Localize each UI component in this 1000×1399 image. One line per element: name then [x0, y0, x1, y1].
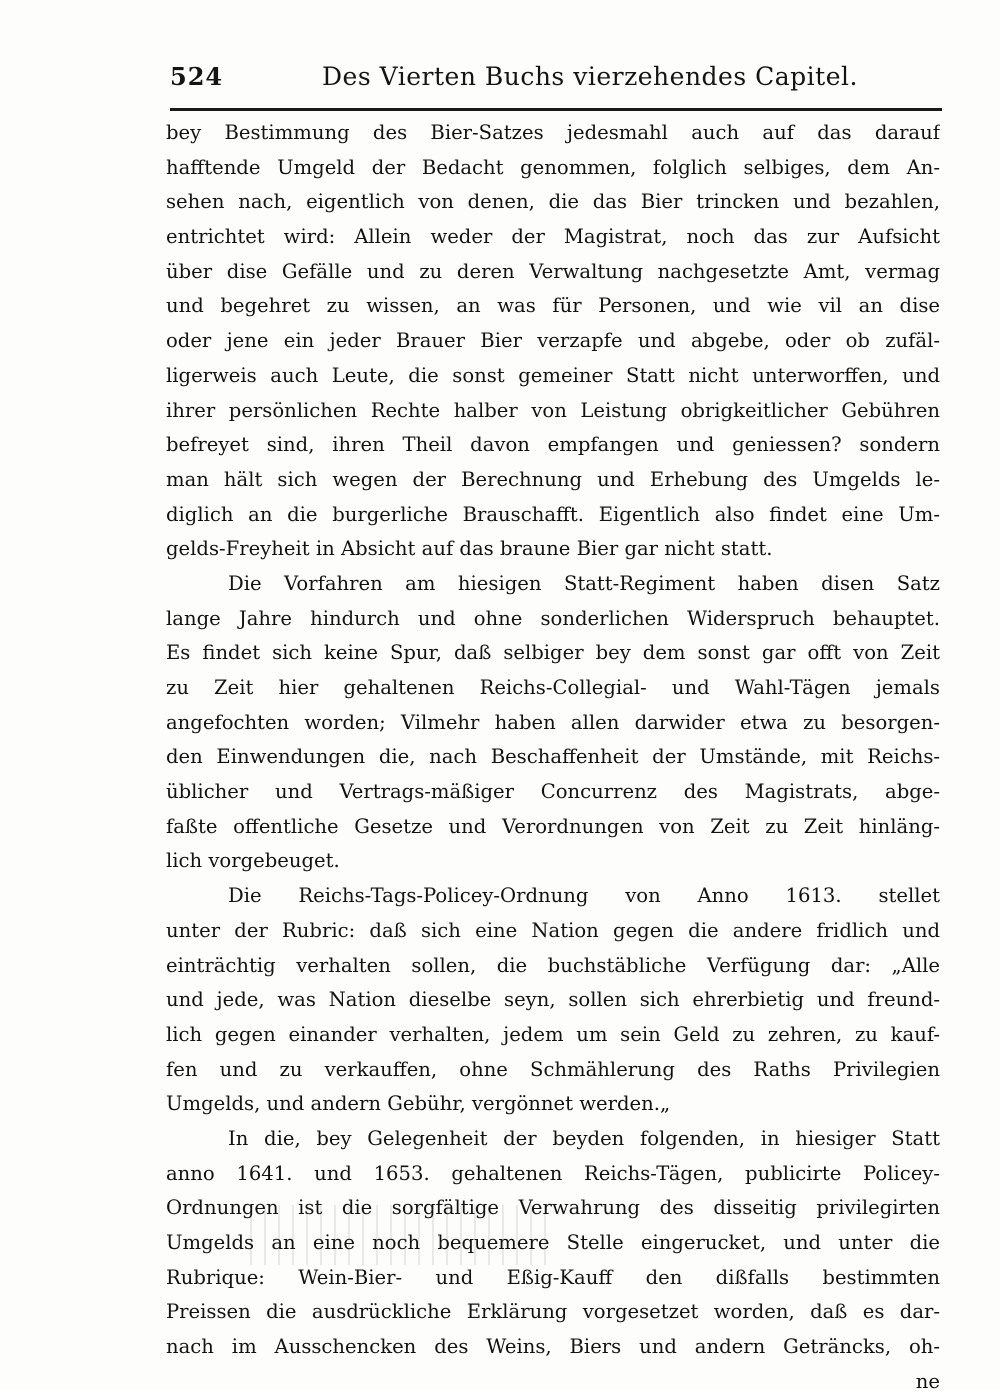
running-title: Des Vierten Buchs vierzehendes Capitel. — [322, 62, 858, 91]
text-line: entrichtet wird: Allein weder der Magistrat, noch das zur Aufsicht — [166, 225, 940, 249]
text-line: über dise Gefälle und zu deren Verwaltung nachgesetzte Amt, vermag — [166, 259, 940, 283]
text-line: nach im Ausschencken des Weins, Biers und andern Geträncks, oh- — [166, 1335, 940, 1359]
text-line: In die, bey Gelegenheit der beyden folgenden, in hiesiger Statt — [228, 1126, 940, 1150]
text-line: Umgelds, und andern Gebühr, vergönnet werden.„ — [166, 1092, 671, 1116]
text-line: bey Bestimmung des Bier-Satzes jedesmahl auch auf das darauf — [166, 121, 940, 144]
text-line: den Einwendungen die, nach Beschaffenheit der Umstände, mit Reichs- — [166, 745, 940, 769]
text-line: ligerweis auch Leute, die sonst gemeiner Statt nicht unterworffen, und — [166, 363, 940, 387]
header-rule — [170, 108, 942, 111]
text-line: hafftende Umgeld der Bedacht genommen, folglich selbiges, dem An- — [166, 155, 940, 179]
text-line: Die Vorfahren am hiesigen Statt-Regiment haben disen Satz — [228, 571, 940, 595]
text-line: einträchtig verhalten sollen, die buchstäbliche Verfügung dar: „Alle — [166, 953, 940, 977]
text-line: gelds-Freyheit in Absicht auf das braune Bier gar nicht statt. — [166, 537, 773, 561]
text-line: Die Reichs-Tags-Policey-Ordnung von Anno 1613. stellet — [228, 884, 940, 908]
text-line: zu Zeit hier gehaltenen Reichs-Collegial- und Wahl-Tägen jemals — [166, 676, 940, 699]
text-line: oder jene ein jeder Brauer Bier verzapfe und abgebe, oder ob zufäl- — [166, 329, 940, 353]
text-line: diglich an die burgerliche Brauschafft. Eigentlich also findet eine Um- — [166, 502, 940, 526]
text-line: ihrer persönlichen Rechte halber von Leistung obrigkeitlicher Gebühren — [166, 398, 940, 422]
text-line: Preissen die ausdrückliche Erklärung vorgesetzet worden, daß es dar- — [166, 1300, 940, 1324]
text-line: Ordnungen ist die sorgfältige Verwahrung des disseitig privilegirten — [166, 1196, 940, 1220]
page-header — [170, 62, 942, 104]
text-line: anno 1641. und 1653. gehaltenen Reichs-Tägen, publicirte Policey- — [166, 1161, 940, 1185]
text-line: lich vorgebeuget. — [166, 849, 340, 873]
text-line: lange Jahre hindurch und ohne sonderlichen Widerspruch behauptet. — [166, 606, 940, 630]
text-line: und begehret zu wissen, an was für Personen, und wie vil an dise — [166, 294, 940, 318]
catchword: ne — [915, 1369, 940, 1393]
text-line: unter der Rubric: daß sich eine Nation gegen die andere fridlich und — [166, 918, 940, 942]
text-line: Es findet sich keine Spur, daß selbiger bey dem sonst gar offt von Zeit — [166, 641, 940, 665]
text-line: befreyet sind, ihren Theil davon empfangen und geniessen? sondern — [166, 433, 940, 457]
text-line: Rubrique: Wein-Bier- und Eßig-Kauff den dißfalls bestimmten — [166, 1265, 940, 1289]
text-line: und jede, was Nation dieselbe seyn, sollen sich ehrerbietig und freund- — [166, 988, 940, 1012]
text-line: man hält sich wegen der Berechnung und Erhebung des Umgelds le- — [166, 467, 940, 491]
text-line: faßte offentliche Gesetze und Verordnungen von Zeit zu Zeit hinläng- — [166, 814, 940, 838]
text-line: fen und zu verkauffen, ohne Schmählerung des Raths Privilegien — [166, 1057, 940, 1081]
text-line: sehen nach, eigentlich von denen, die das Bier trincken und bezahlen, — [166, 190, 940, 214]
text-line: lich gegen einander verhalten, jedem um sein Geld zu zehren, zu kauf- — [166, 1022, 940, 1046]
body-text — [166, 116, 940, 1399]
page-number: 524 — [170, 62, 224, 91]
text-line: üblicher und Vertrags-mäßiger Concurrenz des Magistrats, abge- — [166, 780, 940, 804]
text-line: Umgelds an eine noch bequemere Stelle eingerucket, und unter die — [166, 1231, 940, 1254]
text-line: angefochten worden; Vilmehr haben allen darwider etwa zu besorgen- — [166, 710, 940, 734]
